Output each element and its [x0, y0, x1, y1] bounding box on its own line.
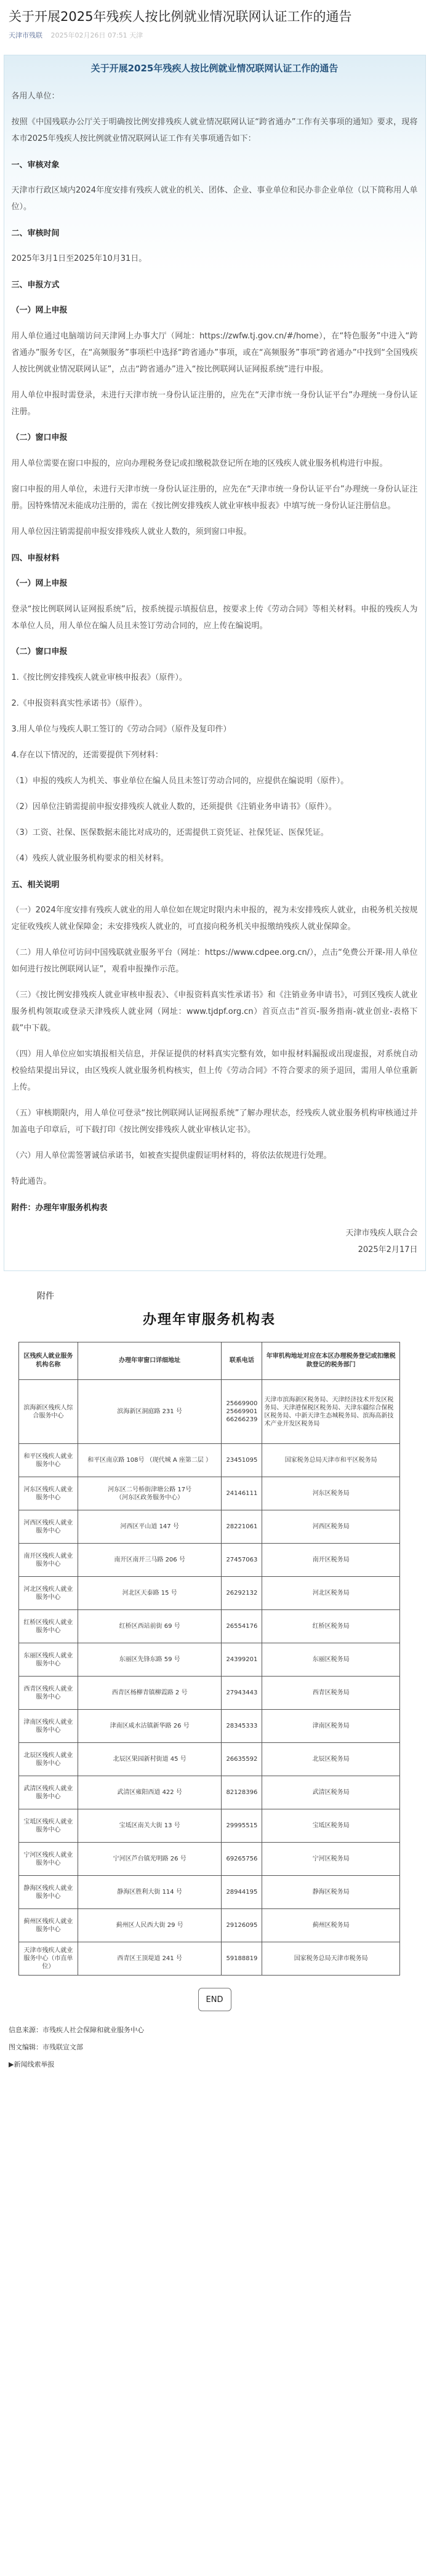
notice-paragraph: 用人单位因注销需提前申报安排残疾人就业人数的，须到窗口申报。: [11, 527, 252, 536]
table-cell: 河西区平山道 147 号: [78, 1510, 222, 1544]
table-cell: 河北区税务局: [262, 1577, 400, 1610]
table-cell: 蓟州区税务局: [262, 1909, 400, 1942]
table-cell: 红桥区残疾人就业服务中心: [19, 1610, 78, 1643]
table-cell: 武清区税务局: [262, 1776, 400, 1809]
notice-paragraph: 2025年3月1日至2025年10月31日。: [11, 254, 147, 263]
notice-paragraph: 窗口申报的用人单位，未进行天津市统一身份认证注册的，应先在“天津市统一身份认证平台”办理统一身份认证注册。因特殊情况未能成功注册的，需在《按比例安排残疾人就业审核申报表》中填写统一身份认证注册信息。: [11, 485, 418, 511]
table-cell: 河西区税务局: [262, 1510, 400, 1544]
notice-paragraph: （4）残疾人就业服务机构要求的相关材料。: [11, 854, 169, 863]
notice-paragraph: 用人单位需要在窗口申报的，应向办理税务登记或扣缴税款登记所在地的区残疾人就业服务机构进行申报。: [11, 459, 388, 468]
table-row: [19, 1444, 400, 1477]
table-cell: 29126095: [222, 1909, 262, 1942]
info-source: 信息来源：市残疾人社会保障和就业服务中心: [9, 2026, 144, 2034]
table-cell: 天津市滨海新区税务局、天津经济技术开发区税务局、天津港保税区税务局、天津东疆综合保税区税务局、中新天津生态城税务局、滨海高新技术产业开发区税务局: [262, 1380, 400, 1444]
image-editor: 图文编辑：市残联宣文部: [9, 2043, 83, 2051]
notice-card: [4, 55, 426, 1271]
article-page: [0, 7, 429, 2576]
table-cell: 国家税务总局天津市和平区税务局: [262, 1444, 400, 1477]
section-heading: 附件：办理年审服务机构表: [11, 1203, 108, 1213]
table-row: [19, 1876, 400, 1909]
table-cell: 河东区二号桥街津塘公路 17号 （河东区政务服务中心）: [78, 1477, 222, 1510]
subsection-heading: （一）网上申报: [11, 306, 68, 315]
table-row: [19, 1942, 400, 1976]
table-cell: 27457063: [222, 1544, 262, 1577]
article-location: 天津: [129, 31, 143, 39]
table-cell: 69265756: [222, 1843, 262, 1876]
section-heading: 五、相关说明: [11, 880, 60, 890]
table-cell: 西青区残疾人就业服务中心: [19, 1677, 78, 1710]
notice-paragraph: （3）工资、社保、医保数据未能比对成功的，还需提供工资凭证、社保凭证、医保凭证。: [11, 828, 329, 837]
subsection-heading: （一）网上申报: [11, 579, 68, 588]
section-heading: 三、申报方式: [11, 281, 60, 290]
notice-paragraph: （五）审核期限内，用人单位可登录“按比例联网认证网报系统”了解办理状态，经残疾人就业服务机构审核通过并加盖电子印章后，可下载打印《按比例安排残疾人就业审核认定书》。: [11, 1109, 418, 1134]
notice-paragraph: 特此通告。: [11, 1177, 52, 1186]
notice-paragraph: 各用人单位：: [11, 92, 60, 101]
table-cell: 25669900 25669901 66266239: [222, 1380, 262, 1444]
article-datetime: 2025年02月26日 07:51: [50, 31, 127, 39]
table-cell: 24399201: [222, 1643, 262, 1677]
report-link[interactable]: ▶新闻线索举报: [9, 2060, 55, 2068]
table-cell: 河北区天泰路 15 号: [78, 1577, 222, 1610]
article-footer: [0, 2011, 429, 2070]
table-cell: 红桥区税务局: [262, 1610, 400, 1643]
notice-paragraph: （三）《按比例安排残疾人就业审核申报表》、《申报资料真实性承诺书》和《注销业务申请书》，可到区残疾人就业服务机构领取或登录天津残疾人就业网（网址：www.tjdpf.org.cn）首页点击“首页-服务指南-就业创业-表格下载”中下载。: [11, 991, 418, 1033]
notice-paragraph: （1）申报的残疾人为机关、事业单位在编人员且未签订劳动合同的，应提供在编说明（原件）。: [11, 776, 349, 786]
table-cell: 津南区税务局: [262, 1710, 400, 1743]
section-heading: 一、审核对象: [11, 161, 60, 170]
table-cell: 静海区税务局: [262, 1876, 400, 1909]
table-cell: 武清区雍阳西道 422 号: [78, 1776, 222, 1809]
table-header-cell: 年审机构地址对应在本区办理税务登记或扣缴税款登记的税务部门: [262, 1342, 400, 1380]
table-row: [19, 1544, 400, 1577]
table-cell: 宁河区残疾人就业服务中心: [19, 1843, 78, 1876]
table-cell: 红桥区西站前街 69 号: [78, 1610, 222, 1643]
table-row: [19, 1809, 400, 1843]
table-row: [19, 1843, 400, 1876]
table-cell: 宝坻区税务局: [262, 1809, 400, 1843]
table-row: [19, 1643, 400, 1677]
table-cell: 津南区咸水沽镇新华路 26 号: [78, 1710, 222, 1743]
table-cell: 北辰区税务局: [262, 1743, 400, 1776]
table-row: [19, 1710, 400, 1743]
annex-image: [0, 1290, 419, 1976]
table-cell: 26635592: [222, 1743, 262, 1776]
table-cell: 南开区南开三马路 206 号: [78, 1544, 222, 1577]
table-row: [19, 1380, 400, 1444]
table-cell: 滨海新区洞庭路 231 号: [78, 1380, 222, 1444]
table-cell: 和平区残疾人就业服务中心: [19, 1444, 78, 1477]
table-cell: 南开区残疾人就业服务中心: [19, 1544, 78, 1577]
table-cell: 河东区残疾人就业服务中心: [19, 1477, 78, 1510]
table-cell: 西青区税务局: [262, 1677, 400, 1710]
article-meta: [9, 30, 420, 40]
notice-paragraph: （2）因单位注销需提前申报安排残疾人就业人数的，还须提供《注销业务申请书》（原件）。: [11, 802, 337, 811]
table-cell: 28221061: [222, 1510, 262, 1544]
table-header-cell: 区残疾人就业服务机构名称: [19, 1342, 78, 1380]
signature-line: 天津市残疾人联合会: [345, 1229, 418, 1238]
notice-paragraph: 1.《按比例安排残疾人就业审核申报表》（原件）。: [11, 673, 187, 682]
table-cell: 宁河区税务局: [262, 1843, 400, 1876]
table-cell: 南开区税务局: [262, 1544, 400, 1577]
notice-paragraph: 天津市行政区域内2024年度安排有残疾人就业的机关、团体、企业、事业单位和民办非企业单位（以下简称用人单位）。: [11, 186, 418, 212]
notice-paragraph: 登录“按比例联网认证网报系统”后，按系统提示填报信息，按要求上传《劳动合同》等相关材料。申报的残疾人为本单位人员，用人单位在编人员且未签订劳动合同的，应上传在编说明。: [11, 605, 418, 631]
notice-body: [12, 88, 418, 1258]
table-cell: 河东区税务局: [262, 1477, 400, 1510]
table-row: [19, 1776, 400, 1809]
annex-label: 附件: [37, 1291, 54, 1301]
table-cell: 滨海新区残疾人综合服务中心: [19, 1380, 78, 1444]
notice-paragraph: 2.《申报资料真实性承诺书》（原件）。: [11, 699, 147, 708]
table-cell: 天津市残疾人就业服务中心（市直单位）: [19, 1942, 78, 1976]
article-source-link[interactable]: 天津市残联: [9, 31, 42, 39]
table-cell: 津南区残疾人就业服务中心: [19, 1710, 78, 1743]
table-header-row: [19, 1342, 400, 1380]
table-cell: 宝坻区南关大街 13 号: [78, 1809, 222, 1843]
table-header-cell: 联系电话: [222, 1342, 262, 1380]
table-cell: 北辰区残疾人就业服务中心: [19, 1743, 78, 1776]
table-cell: 东丽区先锋东路 59 号: [78, 1643, 222, 1677]
service-agency-table: [18, 1342, 400, 1976]
table-cell: 28345333: [222, 1710, 262, 1743]
subsection-heading: （二）窗口申报: [11, 433, 68, 442]
table-row: [19, 1743, 400, 1776]
table-cell: 东丽区残疾人就业服务中心: [19, 1643, 78, 1677]
section-heading: 二、审核时间: [11, 229, 60, 238]
table-cell: 和平区南京路 108号 （现代城 A 座第二层 ）: [78, 1444, 222, 1477]
annex-title: 办理年审服务机构表: [142, 1312, 276, 1328]
table-cell: 河北区残疾人就业服务中心: [19, 1577, 78, 1610]
table-header-cell: 办理年审窗口详细地址: [78, 1342, 222, 1380]
table-cell: 28944195: [222, 1876, 262, 1909]
table-cell: 西青区杨柳青镇柳霞路 2 号: [78, 1677, 222, 1710]
notice-paragraph: 用人单位通过电脑端访问天津网上办事大厅（网址：https://zwfw.tj.gov.cn/#/home），在“特色服务”中进入“跨省通办”服务专区，在“高频服务”事项栏中选择“跨省通办”事项，或在“高频服务”事项“跨省通办”中找到“全国残疾人按比例就业情况联网认证”，点击“跨省通办”进入“按比例联网认证网报系统”进行申报。: [11, 332, 418, 374]
table-cell: 26554176: [222, 1610, 262, 1643]
table-cell: 29995515: [222, 1809, 262, 1843]
table-row: [19, 1677, 400, 1710]
table-cell: 27943443: [222, 1677, 262, 1710]
table-cell: 静海区残疾人就业服务中心: [19, 1876, 78, 1909]
notice-heading: 关于开展2025年残疾人按比例就业情况联网认证工作的通告: [90, 63, 339, 74]
notice-paragraph: （四）用人单位应如实填报相关信息，并保证提供的材料真实完整有效，如申报材料漏报或出现虚报，对系统自动校验结果提出异议，由区残疾人就业服务机构核实，但上传《劳动合同》不符合要求的须予退回，需用人单位重新上传。: [11, 1050, 418, 1092]
table-cell: 26292132: [222, 1577, 262, 1610]
table-cell: 82128396: [222, 1776, 262, 1809]
table-cell: 蓟州区人民西大街 29 号: [78, 1909, 222, 1942]
table-cell: 西青区王顶堤道 241 号: [78, 1942, 222, 1976]
notice-paragraph: （六）用人单位需签署诚信承诺书，如被查实提供虚假证明材料的，将依法依规进行处理。: [11, 1151, 332, 1160]
table-cell: 国家税务总局天津市税务局: [262, 1942, 400, 1976]
table-cell: 武清区残疾人就业服务中心: [19, 1776, 78, 1809]
end-marker: END: [198, 1988, 231, 2011]
table-cell: 59188819: [222, 1942, 262, 1976]
table-row: [19, 1477, 400, 1510]
signature-line: 2025年2月17日: [358, 1245, 418, 1254]
table-cell: 24146111: [222, 1477, 262, 1510]
table-row: [19, 1909, 400, 1942]
table-cell: 河西区残疾人就业服务中心: [19, 1510, 78, 1544]
notice-paragraph: 用人单位申报时需登录，未进行天津市统一身份认证注册的，应先在“天津市统一身份认证平台”办理统一身份认证注册。: [11, 391, 418, 417]
table-row: [19, 1510, 400, 1544]
table-cell: 宝坻区残疾人就业服务中心: [19, 1809, 78, 1843]
table-cell: 宁河区芦台镇光明路 26 号: [78, 1843, 222, 1876]
table-row: [19, 1577, 400, 1610]
table-row: [19, 1610, 400, 1643]
table-cell: 东丽区税务局: [262, 1643, 400, 1677]
table-cell: 23451095: [222, 1444, 262, 1477]
table-cell: 静海区胜利大街 114 号: [78, 1876, 222, 1909]
notice-paragraph: 4.存在以下情况的，还需要提供下列材料：: [11, 751, 163, 760]
notice-paragraph: （一）2024年度安排有残疾人就业的用人单位如在规定时限内未申报的，视为未安排残疾人就业，由税务机关按规定征收残疾人就业保障金；未安排残疾人就业的，可直接向税务机关申报缴纳残疾人就业保障金。: [11, 906, 418, 931]
article-title: 关于开展2025年残疾人按比例就业情况联网认证工作的通告: [9, 9, 352, 24]
subsection-heading: （二）窗口申报: [11, 647, 68, 656]
table-cell: 蓟州区残疾人就业服务中心: [19, 1909, 78, 1942]
section-heading: 四、申报材料: [11, 554, 60, 563]
table-cell: 北辰区果园新村街道 45 号: [78, 1743, 222, 1776]
notice-paragraph: （二）用人单位可访问中国残联就业服务平台（网址：https://www.cdpee.org.cn/），点击“免费公开课-用人单位如何进行按比例联网认证”，观看申报操作示范。: [11, 948, 418, 974]
notice-paragraph: 按照《中国残联办公厅关于明确按比例安排残疾人就业情况联网认证“跨省通办”工作有关事项的通知》要求，现将本市2025年残疾人按比例就业情况联网认证工作有关事项通告如下：: [11, 118, 418, 143]
notice-paragraph: 3.用人单位与残疾人职工签订的《劳动合同》（原件及复印件）: [11, 725, 231, 734]
